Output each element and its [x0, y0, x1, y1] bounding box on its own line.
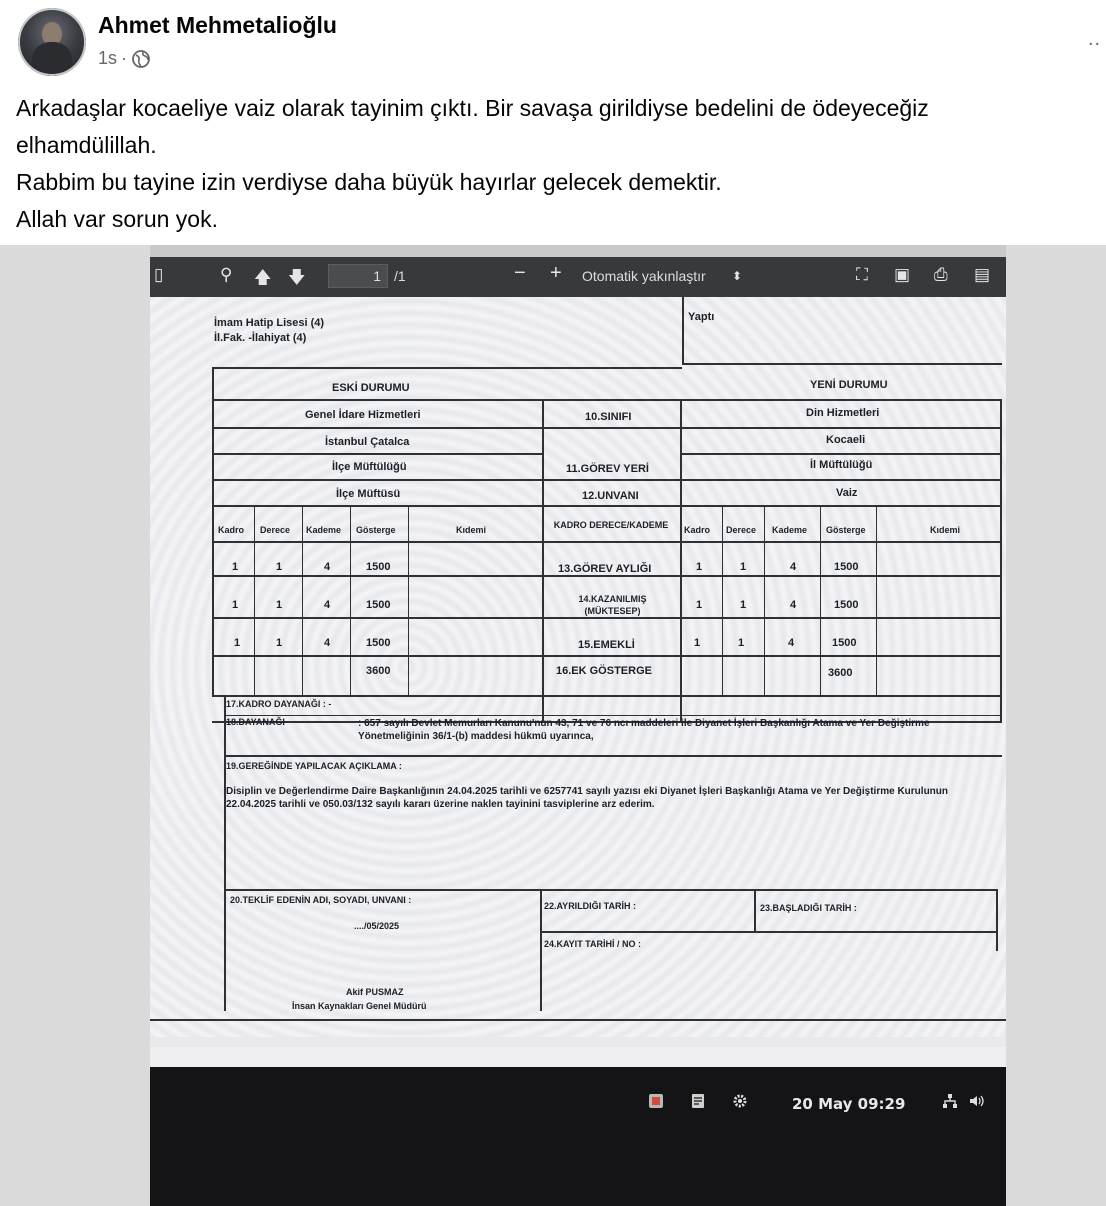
globe-icon[interactable] — [131, 49, 151, 69]
new-office: İl Müftülüğü — [810, 459, 873, 471]
network-icon[interactable] — [942, 1093, 958, 1109]
post-text-line: Allah var sorun yok. — [16, 206, 218, 232]
post-text — [16, 90, 1086, 238]
label-kazanilmis: 14.KAZANILMIŞ (MÜKTESEP) — [578, 594, 647, 616]
dayanagi-text: : 657 sayılı Devlet Memurları Kanunu'nun 43, 71 ve 76 ncı maddeleri ile Diyanet İşleri Başkanlığı Atama ve Yer Değiştirme Yönetmeliğinin 36/1-(b) maddesi hükmü uyarınca, — [358, 718, 930, 742]
kayit-label: 24.KAYIT TARİHİ / NO : — [544, 939, 642, 949]
top-right-label: Yaptı — [688, 311, 715, 323]
cell-kademe: 4 — [324, 561, 331, 573]
notes-icon[interactable] — [690, 1093, 706, 1109]
cell-gosterge: 1500 — [366, 561, 391, 573]
new-class: Din Hizmetleri — [806, 407, 880, 419]
header-kademe-new: Kademe — [772, 525, 808, 535]
cell-kademe-new: 4 — [788, 637, 795, 649]
cell-gosterge-new: 1500 — [832, 637, 857, 649]
new-location: Kocaeli — [826, 434, 866, 446]
cell-kadro: 1 — [232, 561, 239, 573]
cell-gosterge: 1500 — [366, 599, 391, 611]
zoom-in-button[interactable]: + — [550, 262, 562, 284]
page-number-input[interactable]: 1 — [328, 264, 388, 288]
header-kidemi-new: Kıdemi — [930, 525, 961, 535]
basladigi-label: 23.BAŞLADIĞI TARİH : — [760, 903, 857, 913]
eski-durumu-header: ESKİ DURUMU — [332, 382, 410, 394]
post-text-line: elhamdülillah. — [16, 132, 157, 158]
header-kademe: Kademe — [306, 525, 342, 535]
header-kadro-derece: KADRO DERECE/KADEME — [553, 520, 669, 530]
old-title: İlçe Müftüsü — [336, 488, 401, 500]
arrow-down-icon[interactable]: 🡇 — [288, 268, 306, 287]
cell-gosterge-new: 1500 — [834, 599, 859, 611]
signer-name: Akif PUSMAZ — [346, 987, 404, 997]
cell-kademe: 4 — [324, 599, 331, 611]
avatar[interactable] — [18, 8, 86, 76]
taskbar — [150, 1067, 1006, 1206]
fullscreen-icon[interactable]: ⛶ — [856, 265, 868, 284]
signer-title: İnsan Kaynakları Genel Müdürü — [292, 1001, 427, 1011]
label-emekli: 15.EMEKLİ — [578, 639, 635, 651]
dayanagi-label: 18.DAYANAĞI — [226, 717, 285, 727]
cell-gosterge-new: 1500 — [834, 561, 859, 573]
sidebar-toggle-icon[interactable]: ▯ — [154, 265, 164, 284]
cell-kadro-new: 1 — [696, 599, 703, 611]
top-left-line-2: İl.Fak. -İlahiyat (4) — [214, 332, 307, 344]
ek-gosterge-new: 3600 — [828, 667, 853, 679]
cell-kadro: 1 — [232, 599, 239, 611]
cell-derece: 1 — [276, 599, 283, 611]
header-derece: Derece — [260, 525, 291, 535]
meta-separator: · — [121, 48, 128, 68]
aciklama-text: Disiplin ve Değerlendirme Daire Başkanlığının 24.04.2025 tarihli ve 6257741 sayılı yazısı eki Diyanet İşleri Başkanlığı Atama ve Yer Değiştirme Kurulunun 22.04.2025 tarihli ve 050.03/132 sayılı kararı üzerine naklen tayinini tasviplerine arz ederim. — [226, 786, 948, 810]
ek-gosterge-old: 3600 — [366, 665, 391, 677]
volume-icon[interactable] — [968, 1093, 984, 1109]
header-derece-new: Derece — [726, 525, 757, 535]
header-kidemi: Kıdemi — [456, 525, 487, 535]
top-left-line-1: İmam Hatip Lisesi (4) — [214, 317, 325, 329]
header-kadro-new: Kadro — [684, 525, 711, 535]
pdf-document — [150, 297, 1006, 1037]
cell-derece: 1 — [276, 561, 283, 573]
cell-derece: 1 — [276, 637, 283, 649]
monitor-screen — [150, 257, 1006, 1077]
header-kadro: Kadro — [218, 525, 245, 535]
teklif-date: ..../05/2025 — [354, 921, 400, 931]
print-icon[interactable]: ⎙ — [934, 265, 948, 284]
page-total: /1 — [394, 268, 406, 284]
cell-derece-new: 1 — [738, 637, 745, 649]
label-class: 10.SINIFI — [585, 411, 632, 423]
app-icon[interactable] — [648, 1093, 664, 1109]
cell-derece-new: 1 — [740, 599, 747, 611]
author-name[interactable]: Ahmet Mehmetalioğlu — [98, 12, 337, 38]
cell-gosterge: 1500 — [366, 637, 391, 649]
label-ek-gosterge: 16.EK GÖSTERGE — [556, 665, 652, 677]
more-options-button[interactable]: .. — [1088, 28, 1102, 50]
post-time[interactable]: 1s — [98, 48, 118, 68]
post-text-line: Arkadaşlar kocaeliye vaiz olarak tayinim çıktı. Bir savaşa girildiyse bedelini de ödeyeceğiz — [16, 95, 929, 121]
gear-icon[interactable] — [732, 1093, 748, 1109]
label-title: 12.UNVANI — [582, 490, 639, 502]
chevron-down-icon: ⬍ — [732, 269, 743, 283]
clock[interactable]: 20 May 09:29 — [792, 1095, 906, 1113]
cell-kadro-new: 1 — [696, 561, 703, 573]
old-class: Genel İdare Hizmetleri — [305, 409, 421, 421]
cell-kademe-new: 4 — [790, 599, 797, 611]
pdf-toolbar — [150, 257, 1006, 297]
label-gorev-ayligi: 13.GÖREV AYLIĞI — [558, 563, 652, 575]
zoom-out-button[interactable]: − — [514, 262, 526, 284]
arrow-up-icon[interactable]: 🡅 — [254, 268, 272, 287]
teklif-label: 20.TEKLİF EDENİN ADI, SOYADI, UNVANI : — [230, 895, 412, 905]
post-photo[interactable] — [0, 245, 1106, 1206]
cell-kadro-new: 1 — [694, 637, 701, 649]
label-office: 11.GÖREV YERİ — [566, 463, 649, 475]
search-icon[interactable]: ⚲ — [220, 265, 233, 284]
save-icon[interactable]: ▤ — [974, 265, 991, 284]
aciklama-label: 19.GEREĞİNDE YAPILACAK AÇIKLAMA : — [226, 761, 402, 771]
header-gosterge-new: Gösterge — [826, 525, 866, 535]
post-text-line: Rabbim bu tayine izin verdiyse daha büyük hayırlar gelecek demektir. — [16, 169, 722, 195]
yeni-durumu-header: YENİ DURUMU — [810, 379, 888, 391]
open-file-icon[interactable]: ▣ — [894, 265, 911, 284]
post-header — [0, 0, 1106, 82]
cell-kademe: 4 — [324, 637, 331, 649]
old-office: İlçe Müftülüğü — [332, 461, 407, 473]
cell-kadro: 1 — [234, 637, 241, 649]
old-location: İstanbul Çatalca — [325, 436, 410, 448]
cell-kademe-new: 4 — [790, 561, 797, 573]
cell-derece-new: 1 — [740, 561, 747, 573]
kadro-dayanagi: 17.KADRO DAYANAĞI : - — [226, 699, 332, 709]
header-gosterge: Gösterge — [356, 525, 396, 535]
zoom-select[interactable]: Otomatik yakınlaştır — [582, 268, 706, 284]
new-title: Vaiz — [836, 487, 858, 499]
post-meta — [98, 48, 151, 69]
ayrildigi-label: 22.AYRILDIĞI TARİH : — [544, 901, 637, 911]
